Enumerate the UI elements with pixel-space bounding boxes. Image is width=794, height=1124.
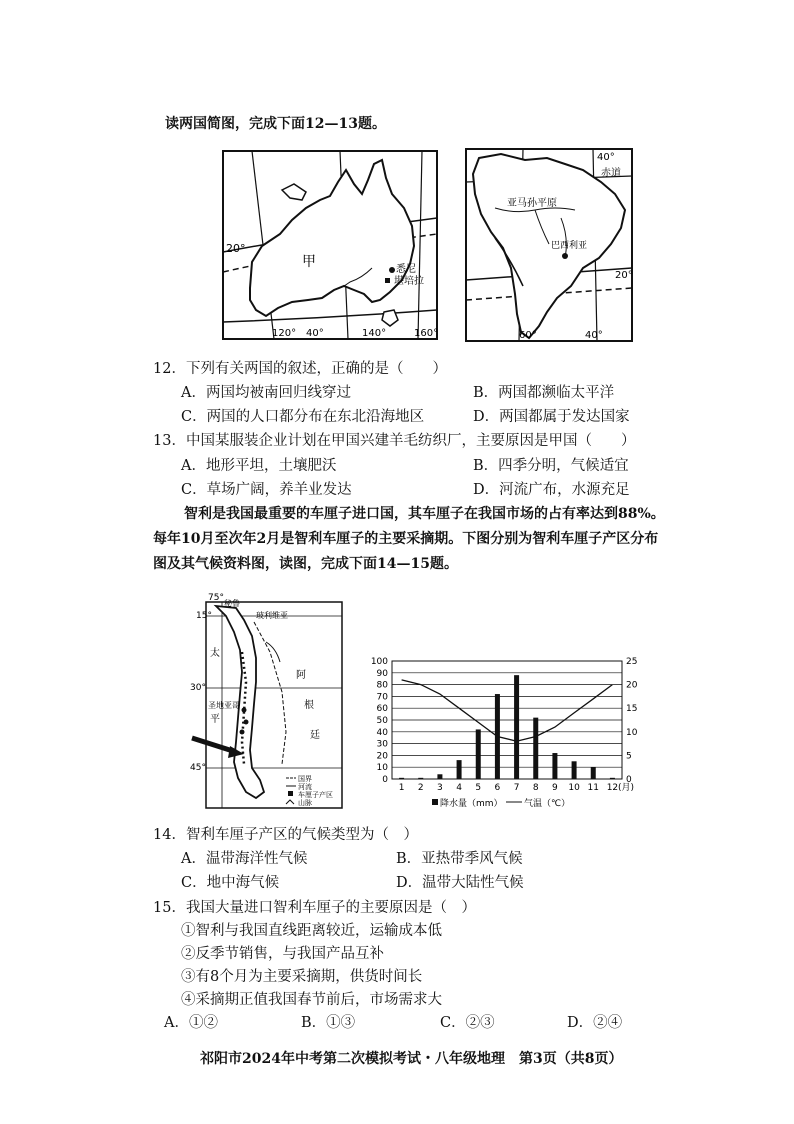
q15-statement-1: ①智利与我国直线距离较近，运输成本低 [181, 923, 442, 939]
label-santiago: 圣地亚哥 [208, 701, 240, 710]
q14-stem: 14．智利车厘子产区的气候类型为（ ） [153, 827, 418, 843]
q15-option-c: C．②③ [440, 1015, 495, 1031]
q12-option-d: D．两国都属于发达国家 [473, 409, 630, 425]
label-ting: 廷 [310, 730, 320, 741]
x-tick-label: 4 [456, 783, 462, 793]
right-tick-label: 0 [626, 775, 632, 785]
x-tick-label: 11 [587, 783, 599, 793]
q12-option-c: C．两国的人口都分布在东北沿海地区 [181, 409, 425, 425]
intro-text-1: 读两国简图，完成下面12—13题。 [165, 116, 386, 132]
legend-river: 河流 [298, 783, 312, 791]
precip-bar [610, 778, 615, 779]
left-tick-label: 100 [370, 657, 388, 667]
q15-stem: 15．我国大量进口智利车厘子的主要原因是（ ） [153, 900, 476, 916]
x-tick-label: 6 [494, 783, 501, 793]
lon-label-1: 120° [272, 328, 297, 339]
intro-text-2-line3: 图及其气候资料图，读图，完成下面14—15题。 [153, 556, 458, 572]
label-peru: 秘鲁 [224, 599, 240, 608]
left-tick-label: 10 [376, 763, 388, 774]
lat-30-label: 30° [190, 683, 206, 693]
x-tick-label: 2 [417, 783, 424, 793]
left-tick-label: 50 [376, 716, 388, 726]
x-tick-label: 8 [532, 783, 539, 793]
precip-bar [418, 778, 423, 779]
right-tick-label: 10 [626, 727, 638, 738]
left-tick-label: 0 [382, 775, 388, 785]
city-brasilia: 巴西利亚 [551, 241, 588, 251]
chile-map [186, 592, 356, 814]
lon-label-40: 40° [585, 330, 603, 341]
lat-label-20: 20° [615, 270, 633, 281]
left-tick-label: 90 [376, 668, 388, 679]
chart-grid [392, 661, 622, 779]
q15-option-d: D．②④ [567, 1015, 623, 1031]
q13-stem: 13．中国某服装企业计划在甲国兴建羊毛纺织厂，主要原因是甲国（ ） [153, 433, 636, 449]
precip-bar [476, 729, 481, 779]
precip-bar [591, 767, 596, 779]
x-tick-label: 10 [568, 783, 580, 793]
right-axis-ticks [626, 657, 638, 785]
q14-option-b: B．亚热带季风气候 [396, 851, 523, 867]
page-footer: 祁阳市2024年中考第二次模拟考试・八年级地理 第3页（共8页） [200, 1051, 623, 1067]
x-tick-label: 5 [475, 783, 482, 793]
legend-cherry-area: 车厘子产区 [298, 791, 333, 799]
legend-temp: 气温（℃） [524, 799, 571, 809]
x-unit-label: (月) [618, 783, 635, 793]
lon-75-label: 75° [208, 593, 224, 603]
legend-precip: 降水量（mm） [440, 799, 503, 809]
amazon-plain-label: 亚马孙平原 [507, 198, 557, 209]
top-lat-label: 40° [597, 152, 615, 163]
chart-bars [399, 675, 615, 779]
label-ping: 平 [210, 714, 220, 725]
q14-option-d: D．温带大陆性气候 [396, 875, 524, 891]
precip-bar [533, 718, 538, 779]
city-canberra: 堪培拉 [394, 276, 424, 287]
q15-option-b: B．①③ [301, 1015, 356, 1031]
lat-label: 20° [226, 242, 246, 255]
label-gen: 根 [304, 700, 314, 711]
q13-option-b: B．四季分明，气候适宜 [473, 458, 629, 474]
precip-bar [399, 778, 404, 779]
precip-bar [437, 774, 442, 779]
q13-option-c: C．草场广阔，养羊业发达 [181, 482, 352, 498]
brazil-map [465, 148, 633, 342]
q13-option-a: A．地形平坦，土壤肥沃 [181, 458, 337, 474]
climate-chart [366, 655, 660, 813]
left-tick-label: 30 [376, 739, 388, 750]
equator-label: 赤道 [601, 168, 621, 179]
x-axis-ticks [399, 783, 618, 793]
x-tick-label: 12 [606, 783, 619, 793]
intro-text-2-line1: 智利是我国最重要的车厘子进口国，其车厘子在我国市场的占有率达到88%。 [184, 506, 665, 522]
left-tick-label: 70 [376, 692, 388, 703]
q14-option-a: A．温带海洋性气候 [181, 851, 308, 867]
q13-option-d: D．河流广布，水源充足 [473, 482, 630, 498]
left-tick-label: 20 [376, 751, 388, 762]
q12-option-a: A．两国均被南回归线穿过 [181, 385, 351, 401]
chart-legend [432, 797, 570, 809]
left-tick-label: 40 [376, 727, 388, 738]
q12-option-b: B．两国都濒临太平洋 [473, 385, 615, 401]
intro-text-2-line2: 每年10月至次年2月是智利车厘子的主要采摘期。下图分别为智利车厘子产区分布 [153, 531, 659, 547]
lat-label-bottom: 40° [306, 328, 324, 339]
legend-mountain: 山脉 [298, 799, 312, 807]
x-tick-label: 3 [437, 783, 443, 793]
label-bolivia: 玻利维亚 [256, 611, 288, 620]
left-tick-label: 80 [376, 680, 388, 691]
label-a: 阿 [296, 670, 306, 681]
lon-label-60: 60° [519, 330, 537, 341]
right-tick-label: 25 [626, 657, 638, 667]
lat-45-label: 45° [190, 763, 206, 773]
q14-option-c: C．地中海气候 [181, 875, 280, 891]
q15-statement-3: ③有8个月为主要采摘期，供货时间长 [181, 969, 423, 985]
precip-bar [457, 760, 462, 779]
precip-bar [552, 753, 557, 779]
q15-statement-2: ②反季节销售，与我国产品互补 [181, 946, 384, 962]
q15-option-a: A．①② [164, 1015, 218, 1031]
precip-bar [572, 761, 577, 779]
legend-border: 国界 [298, 775, 312, 783]
lon-label-3: 160° [414, 328, 438, 339]
australia-map [222, 150, 438, 340]
right-tick-label: 15 [626, 704, 638, 715]
lat-15-label: 15° [196, 611, 212, 621]
q15-statement-4: ④采摘期正值我国春节前后，市场需求大 [181, 992, 442, 1008]
x-tick-label: 9 [552, 783, 558, 793]
right-tick-label: 20 [626, 680, 638, 691]
x-tick-label: 7 [513, 783, 520, 793]
left-axis-ticks [371, 657, 388, 785]
city-sydney: 悉尼 [396, 264, 416, 275]
right-tick-label: 5 [626, 751, 632, 762]
lon-label-2: 140° [362, 328, 387, 339]
q12-stem: 12．下列有关两国的叙述，正确的是（ ） [153, 361, 447, 377]
x-tick-label: 1 [398, 783, 405, 793]
label-tai: 太 [210, 648, 220, 659]
left-tick-label: 60 [376, 704, 388, 715]
precip-bar [514, 675, 519, 779]
region-label-jia: 甲 [302, 254, 316, 270]
